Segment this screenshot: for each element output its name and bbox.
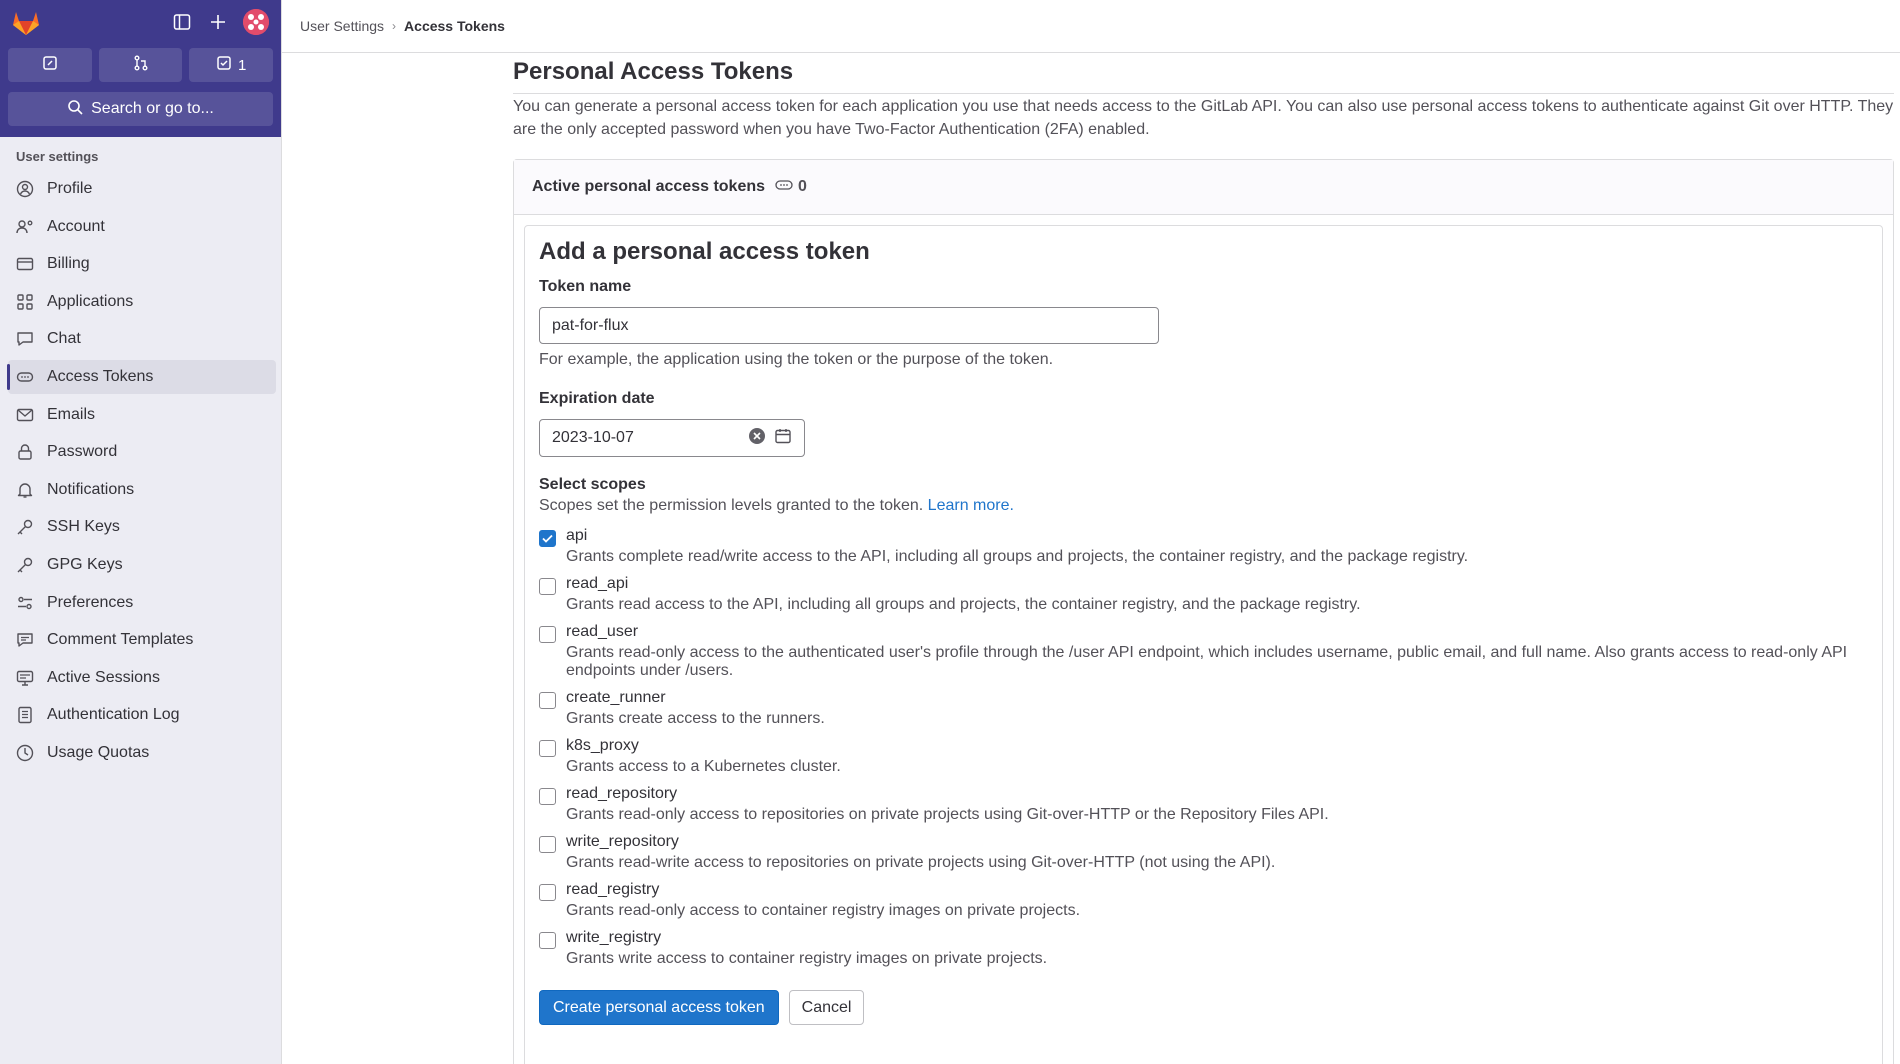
scope-read-registry xyxy=(539,881,1868,920)
sidebar-item-label: Comment Templates xyxy=(47,631,194,649)
create-token-button[interactable]: Create personal access token xyxy=(539,990,779,1025)
checkbox-read-registry[interactable] xyxy=(539,884,556,901)
scope-description: Grants read-only access to repositories on private projects using Git-over-HTTP or the Repository Files API. xyxy=(566,806,1329,823)
tokens-card xyxy=(513,159,1894,1064)
merge-requests-button[interactable] xyxy=(99,48,183,82)
token-icon xyxy=(16,368,34,386)
scope-description: Grants access to a Kubernetes cluster. xyxy=(566,758,841,775)
expiration-date-value: 2023-10-07 xyxy=(552,429,634,446)
sidebar-item-label: SSH Keys xyxy=(47,518,120,536)
sidebar-item-access-tokens[interactable] xyxy=(8,360,276,394)
check-icon xyxy=(542,534,553,543)
sidebar-item-label: Notifications xyxy=(47,480,135,498)
sidebar-item-label: Usage Quotas xyxy=(47,743,150,761)
breadcrumb-user-settings[interactable]: User Settings xyxy=(300,18,385,34)
scope-name: write_repository xyxy=(566,833,679,850)
checkbox-read-user[interactable] xyxy=(539,626,556,643)
token-name-label: Token name xyxy=(539,278,632,295)
sidebar-item-notifications[interactable] xyxy=(8,473,276,507)
checkbox-k8s-proxy[interactable] xyxy=(539,740,556,757)
form-title: Add a personal access token xyxy=(539,238,870,265)
token-icon xyxy=(775,178,793,197)
scope-name: k8s_proxy xyxy=(566,737,639,754)
scope-name: write_registry xyxy=(566,929,662,946)
sidebar-header xyxy=(0,0,281,137)
form-actions xyxy=(539,990,1868,1025)
token-name-input[interactable] xyxy=(539,307,1159,344)
scope-k8s-proxy xyxy=(539,737,1868,776)
sidebar-item-gpg-keys[interactable] xyxy=(8,548,276,582)
sidebar-item-preferences[interactable] xyxy=(8,586,276,620)
token-name-help: For example, the application using the token or the purpose of the token. xyxy=(539,351,1054,368)
breadcrumb xyxy=(282,0,1900,53)
checkbox-create-runner[interactable] xyxy=(539,692,556,709)
expiration-label: Expiration date xyxy=(539,390,655,407)
gitlab-logo-icon[interactable] xyxy=(12,6,46,38)
token-name-value: pat-for-flux xyxy=(552,316,629,334)
applications-icon xyxy=(16,293,34,311)
sidebar-section-title: User settings xyxy=(16,149,99,164)
active-tokens-count-badge xyxy=(775,178,807,197)
scopes-list xyxy=(539,527,1868,968)
key-icon xyxy=(16,518,34,536)
search-button[interactable] xyxy=(8,92,273,126)
monitor-icon xyxy=(16,669,34,687)
issues-button[interactable] xyxy=(8,48,92,82)
scope-name: read_registry xyxy=(566,881,660,898)
scope-description: Grants write access to container registry images on private projects. xyxy=(566,950,1048,967)
scope-read-repository xyxy=(539,785,1868,824)
sidebar-item-active-sessions[interactable] xyxy=(8,661,276,695)
scopes-label: Select scopes xyxy=(539,476,646,493)
scope-api xyxy=(539,527,1868,566)
sidebar-item-label: Emails xyxy=(47,405,96,423)
profile-icon xyxy=(16,180,34,198)
sidebar-item-label: GPG Keys xyxy=(47,555,123,573)
checkbox-write-registry[interactable] xyxy=(539,932,556,949)
sidebar-item-label: Password xyxy=(47,443,118,461)
billing-icon xyxy=(16,255,34,273)
clear-icon[interactable] xyxy=(748,427,766,450)
scope-name: read_repository xyxy=(566,785,678,802)
active-tokens-count: 0 xyxy=(798,178,807,195)
sidebar-toprow xyxy=(8,6,273,38)
scope-description: Grants read-write access to repositories on private projects using Git-over-HTTP (not using the API). xyxy=(566,854,1276,871)
sidebar-item-applications[interactable] xyxy=(8,285,276,319)
scope-name: read_user xyxy=(566,623,639,640)
sidebar-item-label: Applications xyxy=(47,292,134,310)
sidebar-item-label: Chat xyxy=(47,330,81,348)
sidebar-item-emails[interactable] xyxy=(8,398,276,432)
scope-name: api xyxy=(566,527,588,544)
sidebar-item-password[interactable] xyxy=(8,435,276,469)
scopes-help xyxy=(539,497,1868,515)
page-title: Personal Access Tokens xyxy=(513,53,1894,94)
merge-request-icon xyxy=(133,55,149,75)
sidebar-item-comment-templates[interactable] xyxy=(8,623,276,657)
todos-count: 1 xyxy=(238,56,247,74)
sidebar xyxy=(0,0,282,1064)
cancel-button[interactable]: Cancel xyxy=(789,990,865,1025)
scope-description: Grants complete read/write access to the API, including all groups and projects, the container registry, and the package registry. xyxy=(566,548,1469,565)
sidebar-item-ssh-keys[interactable] xyxy=(8,510,276,544)
learn-more-link[interactable]: Learn more. xyxy=(927,497,1014,514)
quota-icon xyxy=(16,744,34,762)
scopes-help-text: Scopes set the permission levels granted to the token. xyxy=(539,497,924,514)
key-icon xyxy=(16,556,34,574)
sidebar-item-billing[interactable] xyxy=(8,247,276,281)
scope-name: read_api xyxy=(566,575,629,592)
sidebar-item-profile[interactable] xyxy=(8,172,276,206)
chat-icon xyxy=(16,330,34,348)
search-icon xyxy=(67,99,83,120)
chevron-right-icon: › xyxy=(392,19,397,33)
active-tokens-header xyxy=(514,160,1893,215)
checkbox-write-repository[interactable] xyxy=(539,836,556,853)
sidebar-item-label: Preferences xyxy=(47,593,134,611)
sidebar-item-account[interactable] xyxy=(8,210,276,244)
scope-write-repository xyxy=(539,833,1868,872)
sidebar-item-label: Authentication Log xyxy=(47,706,180,724)
sidebar-item-chat[interactable] xyxy=(8,322,276,356)
sidebar-item-label: Account xyxy=(47,217,105,235)
checkbox-read-api[interactable] xyxy=(539,578,556,595)
plus-icon[interactable] xyxy=(207,11,229,33)
sidebar-item-usage-quotas[interactable] xyxy=(8,736,276,770)
scope-read-user xyxy=(539,623,1868,680)
scope-create-runner xyxy=(539,689,1868,728)
mail-icon xyxy=(16,406,34,424)
sidebar-item-label: Access Tokens xyxy=(47,367,154,385)
scope-description: Grants read access to the API, including all groups and projects, the container registry, and the package registry. xyxy=(566,596,1361,613)
scope-description: Grants read-only access to the authenticated user's profile through the /user API endpoint, which includes username, public email, and full name. Also grants access to read-only API endpoints under /users. xyxy=(566,644,1848,679)
active-tokens-label: Active personal access tokens xyxy=(532,178,766,195)
lock-icon xyxy=(16,443,34,461)
search-label: Search or go to... xyxy=(91,100,214,117)
checkbox-api[interactable] xyxy=(539,530,556,547)
sidebar-item-authentication-log[interactable] xyxy=(8,698,276,732)
sidebar-item-label: Profile xyxy=(47,180,93,197)
scope-description: Grants create access to the runners. xyxy=(566,710,825,727)
scope-write-registry xyxy=(539,929,1868,968)
bell-icon xyxy=(16,481,34,499)
sidebar-item-label: Active Sessions xyxy=(47,668,160,686)
add-token-form xyxy=(524,225,1883,1064)
scope-name: create_runner xyxy=(566,689,666,706)
comment-icon xyxy=(16,631,34,649)
sidebar-item-label: Billing xyxy=(47,255,90,273)
avatar[interactable] xyxy=(243,9,269,35)
log-icon xyxy=(16,706,34,724)
scope-description: Grants read-only access to container registry images on private projects. xyxy=(566,902,1081,919)
page-intro: You can generate a personal access token for each application you use that needs access to the GitLab API. You can also use personal access tokens to authenticate against Git over HTTP. They are the only accepted password when you have Two-Factor Authentication (2FA) enabled. xyxy=(513,98,1894,138)
breadcrumb-access-tokens[interactable]: Access Tokens xyxy=(404,18,505,34)
calendar-icon[interactable] xyxy=(774,427,792,450)
checkbox-read-repository[interactable] xyxy=(539,788,556,805)
sidebar-toggle-icon[interactable] xyxy=(171,11,193,33)
issues-icon xyxy=(42,55,58,75)
todos-button[interactable] xyxy=(189,48,273,82)
scope-read-api xyxy=(539,575,1868,614)
todo-icon xyxy=(216,55,232,75)
main-content xyxy=(513,53,1894,1064)
account-icon xyxy=(16,218,34,236)
preferences-icon xyxy=(16,594,34,612)
expiration-date-input[interactable] xyxy=(539,419,805,457)
